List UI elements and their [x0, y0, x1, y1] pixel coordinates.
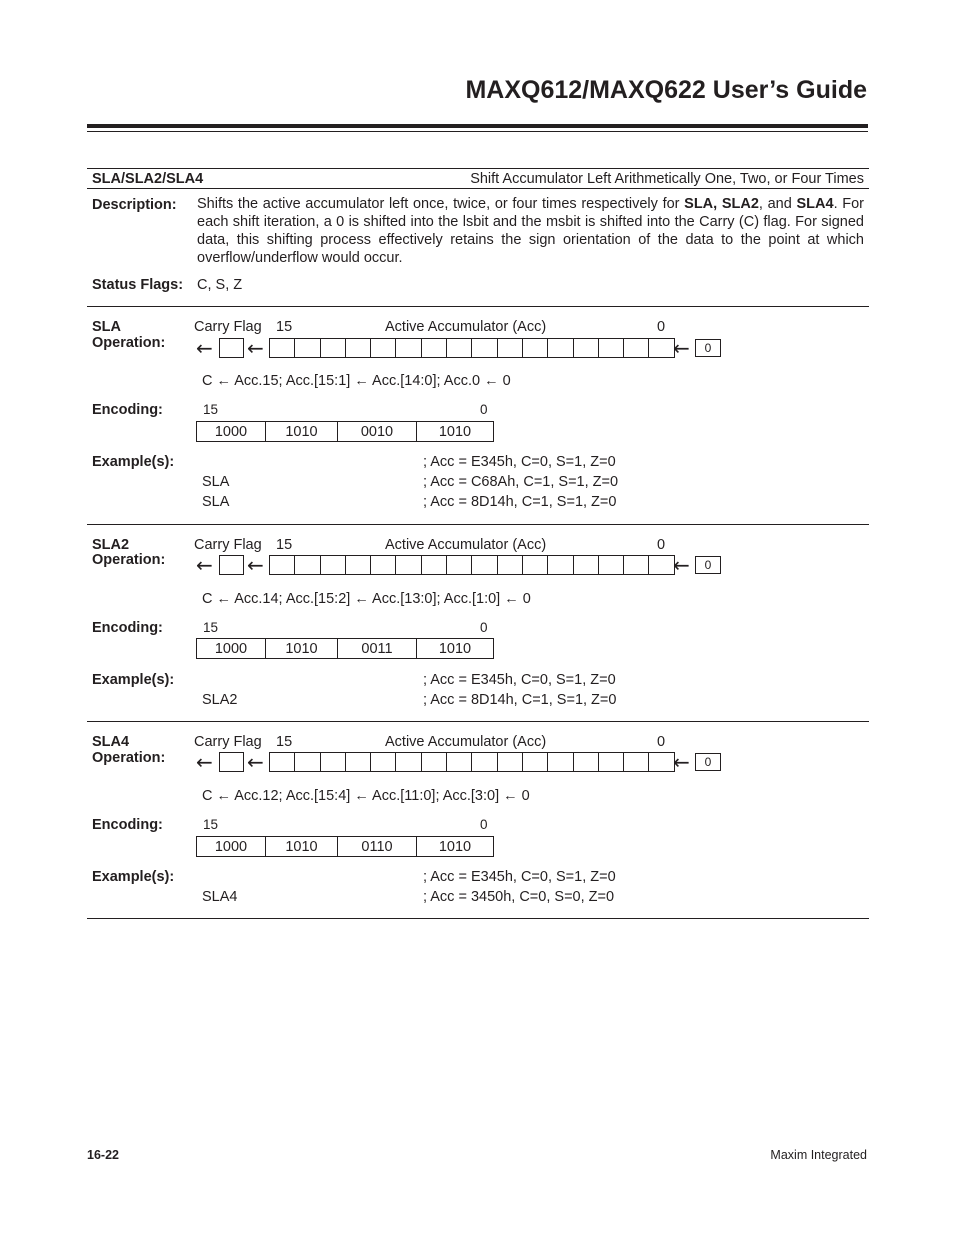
carry-bit-box	[219, 338, 244, 358]
lsb-label: 0	[657, 319, 666, 335]
encoding-nibble: 0110	[338, 837, 417, 856]
operation-formula: C ← Acc.15; Acc.[15:1] ← Acc.[14:0]; Acc.0 ← 0	[202, 373, 511, 389]
section-name: SLA4	[92, 734, 130, 750]
encoding-nibble: 1000	[197, 639, 266, 658]
section-divider	[87, 306, 869, 307]
carry-flag-label: Carry Flag	[194, 537, 262, 553]
encoding-lsb-label: 0	[480, 402, 488, 417]
example-comment: ; Acc = E345h, C=0, S=1, Z=0	[423, 672, 616, 688]
msb-label: 15	[276, 319, 293, 335]
encoding-label: Encoding:	[92, 620, 163, 636]
encoding-nibble: 1010	[438, 640, 472, 657]
instruction-summary: Shift Accumulator Left Arithmetically One, Two, or Four Times	[470, 171, 864, 187]
examples-label: Example(s):	[92, 672, 175, 688]
instruction-name: SLA/SLA2/SLA4	[92, 171, 204, 187]
shift-arrow: ←	[196, 336, 213, 360]
encoding-nibble: 0010	[338, 422, 417, 441]
operation-formula: C ← Acc.14; Acc.[15:2] ← Acc.[13:0]; Acc.[1:0] ← 0	[202, 591, 531, 607]
shift-arrow: ←	[247, 336, 264, 360]
page-number: 16-22	[87, 1148, 119, 1162]
example-comment: ; Acc = E345h, C=0, S=1, Z=0	[423, 454, 616, 470]
shift-arrow: ←	[196, 750, 213, 774]
encoding-label: Encoding:	[92, 402, 163, 418]
company-name: Maxim Integrated	[770, 1148, 867, 1162]
example-comment: ; Acc = 8D14h, C=1, S=1, Z=0	[423, 494, 617, 510]
carry-bit-box	[219, 752, 244, 772]
example-code: SLA4	[202, 889, 238, 905]
encoding-nibble: 1000	[197, 422, 266, 441]
encoding-msb-label: 15	[203, 620, 219, 635]
shift-arrow: ←	[673, 336, 690, 360]
accumulator-label: Active Accumulator (Acc)	[385, 537, 547, 553]
instruction-top-rule	[87, 168, 869, 169]
section-divider	[87, 918, 869, 919]
encoding-bits	[196, 836, 494, 857]
example-code: SLA	[202, 494, 230, 510]
example-comment: ; Acc = 8D14h, C=1, S=1, Z=0	[423, 692, 617, 708]
description-label: Description:	[92, 197, 177, 213]
examples-label: Example(s):	[92, 869, 175, 885]
lsb-label: 0	[657, 537, 666, 553]
encoding-nibble: 1000	[197, 837, 266, 856]
shift-arrow: ←	[196, 553, 213, 577]
example-code: SLA2	[202, 692, 238, 708]
accumulator-register	[269, 338, 675, 358]
shift-arrow: ←	[673, 750, 690, 774]
encoding-bits	[196, 638, 494, 659]
header-rule	[87, 124, 868, 128]
shift-arrow: ←	[247, 553, 264, 577]
encoding-nibble: 1010	[266, 639, 338, 658]
shift-arrow: ←	[247, 750, 264, 774]
header-rule-thin	[87, 131, 868, 132]
carry-flag-label: Carry Flag	[194, 319, 262, 335]
msb-label: 15	[276, 537, 293, 553]
lsb-label: 0	[657, 734, 666, 750]
accumulator-label: Active Accumulator (Acc)	[385, 734, 547, 750]
encoding-nibble: 1010	[438, 838, 472, 855]
example-comment: ; Acc = E345h, C=0, S=1, Z=0	[423, 869, 616, 885]
msb-label: 15	[276, 734, 293, 750]
encoding-nibble: 1010	[266, 422, 338, 441]
section-name: SLA	[92, 319, 121, 335]
carry-bit-box	[219, 555, 244, 575]
zero-input-box: 0	[695, 556, 721, 574]
example-comment: ; Acc = 3450h, C=0, S=0, Z=0	[423, 889, 615, 905]
instruction-header-rule	[87, 188, 869, 189]
operation-label: Operation:	[92, 750, 166, 766]
accumulator-register	[269, 555, 675, 575]
operation-label: Operation:	[92, 552, 166, 568]
encoding-nibble: 1010	[266, 837, 338, 856]
carry-flag-label: Carry Flag	[194, 734, 262, 750]
zero-input-box: 0	[695, 753, 721, 771]
encoding-msb-label: 15	[203, 817, 219, 832]
example-comment: ; Acc = C68Ah, C=1, S=1, Z=0	[423, 474, 619, 490]
encoding-lsb-label: 0	[480, 620, 488, 635]
section-divider	[87, 524, 869, 525]
encoding-nibble: 0011	[338, 639, 417, 658]
document-title: MAXQ612/MAXQ622 User’s Guide	[465, 76, 867, 104]
encoding-bits	[196, 421, 494, 442]
accumulator-register	[269, 752, 675, 772]
operation-label: Operation:	[92, 335, 166, 351]
encoding-msb-label: 15	[203, 402, 219, 417]
accumulator-label: Active Accumulator (Acc)	[385, 319, 547, 335]
section-name: SLA2	[92, 537, 130, 553]
example-code: SLA	[202, 474, 230, 490]
description-text: Shifts the active accumulator left once, twice, or four times respectively for SLA, SLA2, and SLA4. For each shift iteration, a 0 is shifted into the lsbit and the msbit is shifted into the Carry (C) flag. For signed data, this shifting process effectively retains the sign orientation of the data to the point at which overflow/underflow would occur.	[197, 196, 865, 266]
encoding-lsb-label: 0	[480, 817, 488, 832]
shift-arrow: ←	[673, 553, 690, 577]
encoding-label: Encoding:	[92, 817, 163, 833]
examples-label: Example(s):	[92, 454, 175, 470]
operation-formula: C ← Acc.12; Acc.[15:4] ← Acc.[11:0]; Acc.[3:0] ← 0	[202, 788, 530, 804]
encoding-nibble: 1010	[438, 423, 472, 440]
status-flags-label: Status Flags:	[92, 277, 184, 293]
status-flags-value: C, S, Z	[197, 277, 243, 293]
zero-input-box: 0	[695, 339, 721, 357]
section-divider	[87, 721, 869, 722]
